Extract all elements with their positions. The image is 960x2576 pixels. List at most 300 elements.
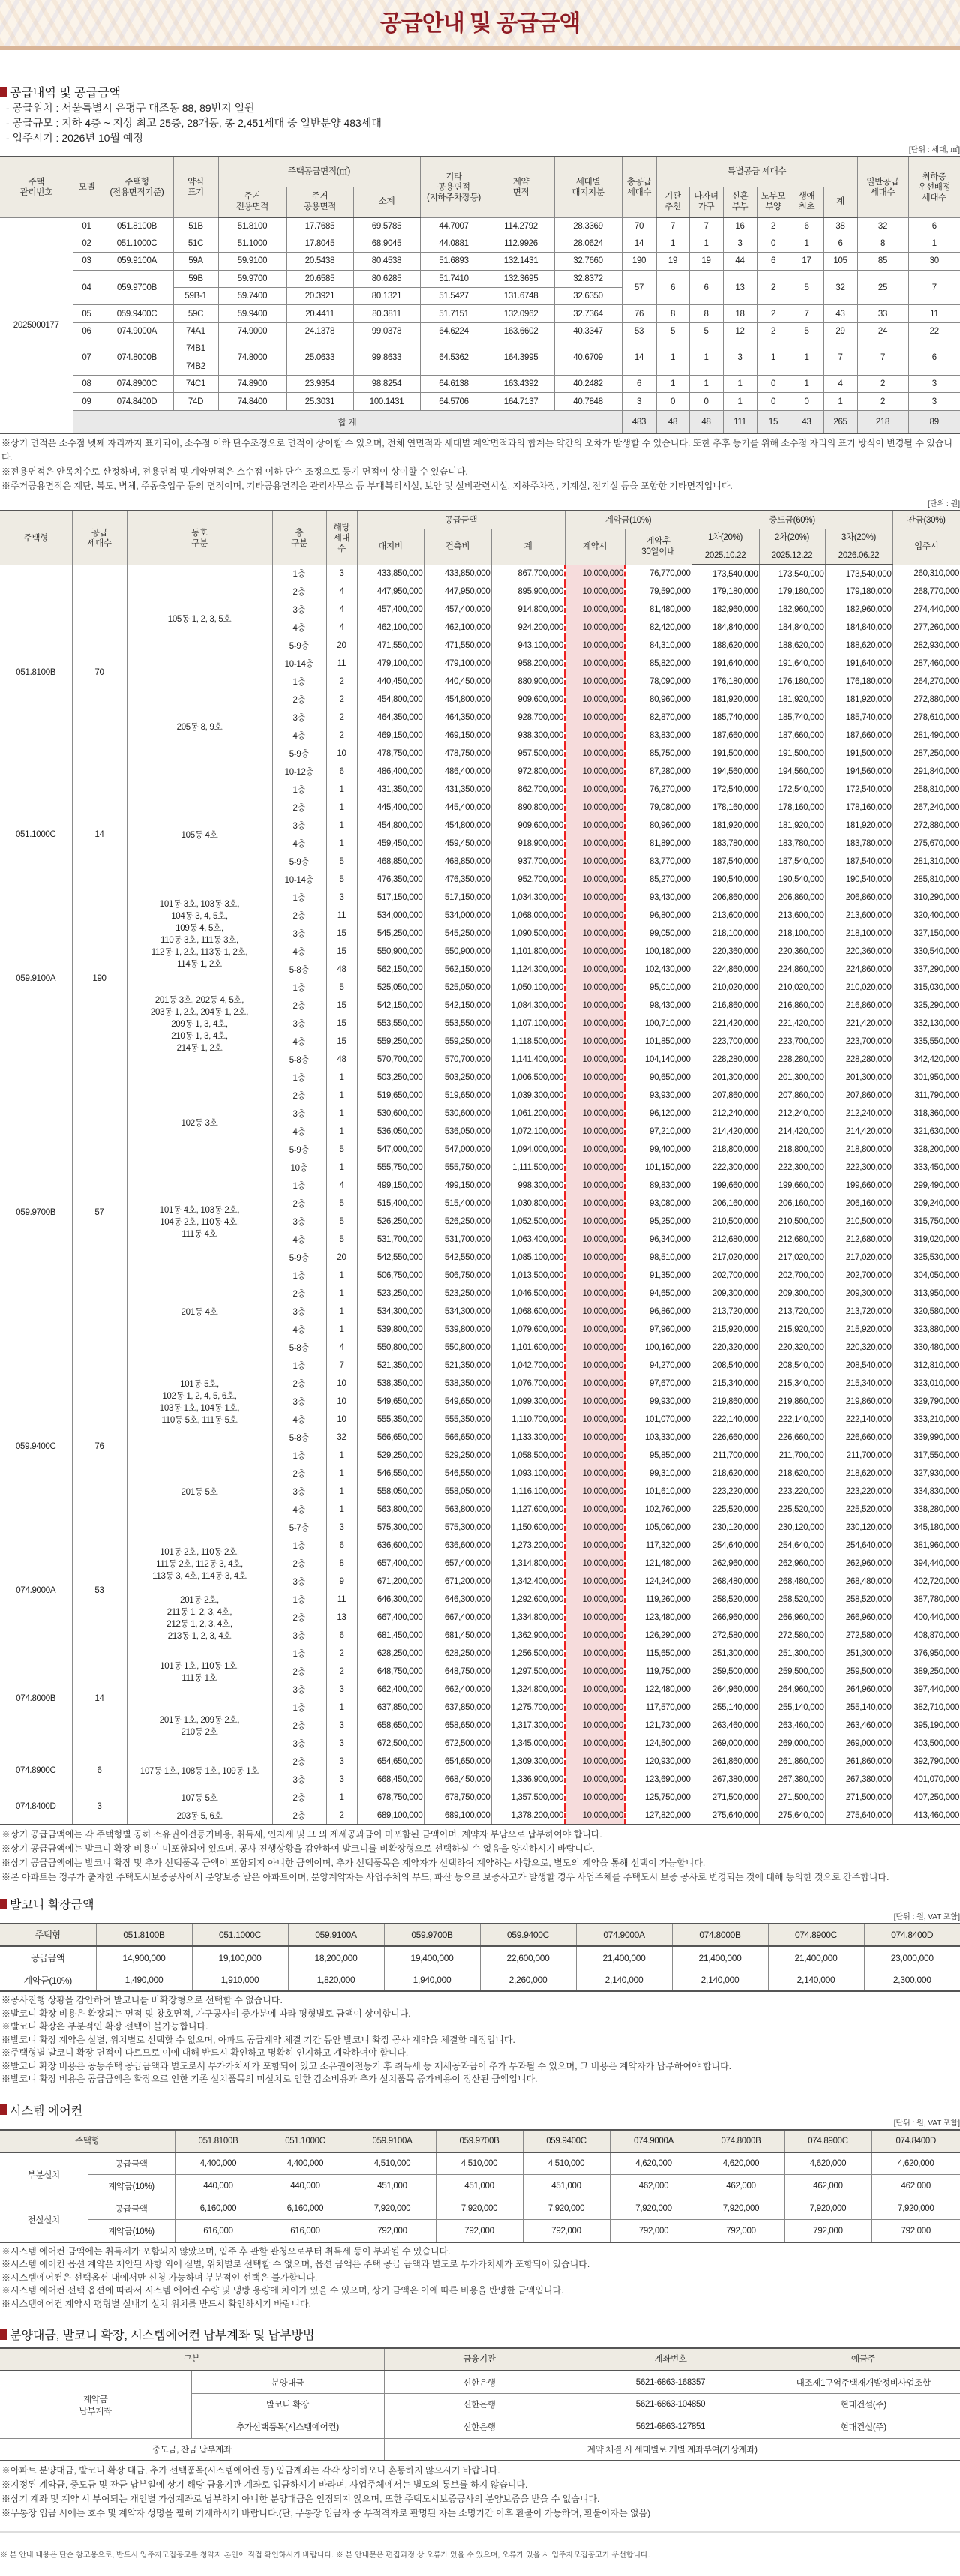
deposit-within-30days: 117,570,000 (625, 1699, 692, 1717)
land-cost: 454,800,000 (357, 817, 424, 835)
unit-label: [단위 : 세대, ㎡] (908, 146, 960, 154)
col-group-deposit: 계약금(10%) (565, 511, 692, 529)
col-lowest-floor: 최하층 우선배정 세대수 (908, 157, 960, 217)
contract-deposit: 10,000,000 (565, 1807, 625, 1825)
balance-move-in: 318,360,000 (892, 1105, 960, 1123)
table-row (0, 1807, 960, 1825)
aircon-price: 792,000 (784, 2220, 872, 2242)
middle-payment-1: 254,640,000 (692, 1537, 759, 1555)
middle-payment-2: 266,960,000 (759, 1609, 825, 1627)
land-cost: 523,250,000 (357, 1285, 424, 1303)
middle-payment-3: 224,860,000 (825, 961, 892, 979)
balance-move-in: 317,550,000 (892, 1447, 960, 1465)
housing-type: 051.1000C (0, 781, 72, 889)
middle-payment-1: 266,960,000 (692, 1609, 759, 1627)
note-line: ※발코니 확장 계약은 실별, 위치별로 선택할 수 없으며, 아파트 공급계약 체결 기간 동안 발코니 확장 공사 계약을 체결할 예정입니다. (2, 2034, 515, 2045)
building-cost: 662,400,000 (424, 1681, 491, 1699)
building-cost: 646,300,000 (424, 1591, 491, 1609)
contract-deposit: 10,000,000 (565, 1681, 625, 1699)
land-cost: 534,300,000 (357, 1303, 424, 1321)
floor: 4층 (272, 727, 326, 745)
floor: 5-9층 (272, 637, 326, 655)
institution: 1 (656, 376, 689, 393)
unit-count: 48 (326, 961, 357, 979)
col-within-30days: 계약후 30일이내 (625, 529, 692, 565)
contract-area: 132.1431 (488, 253, 554, 270)
floor: 4층 (272, 1411, 326, 1429)
land-cost: 546,550,000 (357, 1465, 424, 1483)
col-general: 일반공급 세대수 (857, 157, 908, 217)
contract-deposit: 10,000,000 (565, 601, 625, 619)
institution: 7 (656, 217, 689, 235)
institution: 19 (656, 253, 689, 270)
land-cost: 628,250,000 (357, 1645, 424, 1663)
land-cost: 526,250,000 (357, 1213, 424, 1231)
exclusive-area: 59.9400 (218, 305, 286, 322)
land-cost: 555,350,000 (357, 1411, 424, 1429)
middle-payment-1: 191,500,000 (692, 745, 759, 763)
elderly: 0 (757, 393, 790, 410)
middle-payment-3: 185,740,000 (825, 709, 892, 727)
note-line: ※상기 공급금액에는 각 주택형별 공히 소유권이전등기비용, 취득세, 인지세 및 그 외 제세공과금이 미포함된 금액이며, 계약자 부담으로 납부하여야 합니다. (2, 1829, 602, 1840)
payment-account-table (0, 2347, 960, 2461)
lowest-floor-units: 1 (908, 235, 960, 252)
middle-payment-1: 259,500,000 (692, 1663, 759, 1681)
middle-payment-1: 264,960,000 (692, 1681, 759, 1699)
land-cost: 658,650,000 (357, 1717, 424, 1735)
middle-payment-3: 255,140,000 (825, 1699, 892, 1717)
other-common-area: 64.5706 (420, 393, 488, 410)
middle-payment-1: 261,860,000 (692, 1753, 759, 1771)
model: 01 (73, 217, 100, 235)
land-cost: 469,150,000 (357, 727, 424, 745)
col-type: 074.8400D (864, 1924, 960, 1946)
special-sum: 32 (824, 270, 857, 305)
middle-payment-2: 230,120,000 (759, 1519, 825, 1537)
middle-payment-2: 220,320,000 (759, 1339, 825, 1357)
deposit-within-30days: 97,210,000 (625, 1123, 692, 1141)
contract-area: 164.3995 (488, 340, 554, 376)
land-share: 28.0624 (554, 235, 622, 252)
newlywed: 44 (723, 253, 757, 270)
total-price: 914,800,000 (491, 601, 565, 619)
multi-child: 5 (689, 322, 723, 340)
abbr: 74C1 (173, 376, 218, 393)
table-row (0, 235, 960, 252)
total-price: 1,111,500,000 (491, 1159, 565, 1177)
dong-ho: 201동 4호 (127, 1267, 272, 1357)
elderly: 2 (757, 217, 790, 235)
aircon-price: 7,920,000 (610, 2197, 698, 2220)
institution: 5 (656, 322, 689, 340)
middle-payment-1: 212,680,000 (692, 1231, 759, 1249)
unit-count: 15 (326, 997, 357, 1015)
table-row (0, 217, 960, 235)
col-type: 059.9400C (480, 1924, 576, 1946)
deposit-within-30days: 101,070,000 (625, 1411, 692, 1429)
building-cost: 555,350,000 (424, 1411, 491, 1429)
floor: 1층 (272, 889, 326, 907)
area-subtotal: 80.4538 (353, 253, 420, 270)
contract-deposit: 10,000,000 (565, 1015, 625, 1033)
middle-payment-1: 191,640,000 (692, 655, 759, 673)
unit-count: 3 (326, 565, 357, 583)
contract-deposit: 10,000,000 (565, 1483, 625, 1501)
building-cost: 536,050,000 (424, 1123, 491, 1141)
middle-payment-2: 219,860,000 (759, 1393, 825, 1411)
first-time: 5 (790, 322, 824, 340)
land-share: 40.7848 (554, 393, 622, 410)
total-price: 1,297,500,000 (491, 1663, 565, 1681)
land-cost: 471,550,000 (357, 637, 424, 655)
special-sum: 105 (824, 253, 857, 270)
abbr: 74A1 (173, 322, 218, 340)
unit-count: 5 (326, 853, 357, 871)
payment-notes (0, 2461, 960, 2521)
total-price: 1,063,400,000 (491, 1231, 565, 1249)
general-units: 2 (857, 393, 908, 410)
col-type: 051.1000C (262, 2130, 349, 2152)
building-cost: 566,650,000 (424, 1429, 491, 1447)
aircon-price: 792,000 (523, 2220, 610, 2242)
middle-payment-2: 269,000,000 (759, 1735, 825, 1753)
middle-payment-3: 172,540,000 (825, 781, 892, 799)
middle-payment-3: 187,540,000 (825, 853, 892, 871)
aircon-price: 4,400,000 (262, 2152, 349, 2175)
building-cost: 499,150,000 (424, 1177, 491, 1195)
unit-count: 1 (326, 1267, 357, 1285)
special-sum: 43 (824, 305, 857, 322)
middle-payment-2: 208,540,000 (759, 1357, 825, 1375)
middle-payment-2: 223,700,000 (759, 1033, 825, 1051)
middle-payment-2: 258,520,000 (759, 1591, 825, 1609)
account-holder: 대조제1구역주택재개발정비사업조합 (766, 2371, 960, 2393)
contract-deposit: 10,000,000 (565, 655, 625, 673)
middle-payment-1: 223,700,000 (692, 1033, 759, 1051)
table-row (0, 1753, 960, 1771)
table-row (0, 340, 960, 358)
deposit-within-30days: 93,430,000 (625, 889, 692, 907)
table-row (0, 393, 960, 410)
middle-payment-2: 202,700,000 (759, 1267, 825, 1285)
balcony-price: 19,400,000 (384, 1946, 480, 1969)
middle-payment-1: 212,240,000 (692, 1105, 759, 1123)
floor: 4층 (272, 1501, 326, 1519)
balcony-table (0, 1923, 960, 1992)
col-type: 074.8900C (784, 2130, 872, 2152)
table-row (0, 673, 960, 691)
section-title-payment (0, 2326, 960, 2343)
contract-deposit: 10,000,000 (565, 1501, 625, 1519)
abbr: 59B-1 (173, 288, 218, 305)
info-location: - 공급위치 : 서울특별시 은평구 대조동 88, 89번지 일원 (6, 102, 255, 114)
contract-deposit: 10,000,000 (565, 1465, 625, 1483)
col-group-area: 주택공급면적(㎡) (218, 157, 420, 187)
deposit-within-30days: 93,930,000 (625, 1087, 692, 1105)
aircon-price: 4,620,000 (610, 2152, 698, 2175)
common-area: 17.8045 (286, 235, 353, 252)
table-row (0, 1177, 960, 1195)
general-units: 32 (857, 217, 908, 235)
unit-count: 6 (326, 763, 357, 781)
floor: 3층 (272, 1483, 326, 1501)
middle-payment-1: 209,300,000 (692, 1285, 759, 1303)
contract-deposit: 10,000,000 (565, 1645, 625, 1663)
floor: 3층 (272, 1393, 326, 1411)
land-cost: 549,650,000 (357, 1393, 424, 1411)
contract-deposit: 10,000,000 (565, 1285, 625, 1303)
middle-payment-3: 182,960,000 (825, 601, 892, 619)
building-cost: 654,650,000 (424, 1753, 491, 1771)
dong-ho: 205동 8, 9호 (127, 673, 272, 781)
contract-deposit: 10,000,000 (565, 1267, 625, 1285)
deposit-within-30days: 104,140,000 (625, 1051, 692, 1069)
aircon-price: 792,000 (610, 2220, 698, 2242)
institution: 6 (656, 270, 689, 305)
land-cost: 570,700,000 (357, 1051, 424, 1069)
middle-payment-2: 213,600,000 (759, 907, 825, 925)
total-units: 3 (622, 393, 656, 410)
table-row (0, 1537, 960, 1555)
total-lowest-floor-units: 89 (908, 410, 960, 433)
dong-ho: 101동 5호, 102동 1, 2, 4, 5, 6호, 103동 1호, 104동 1호, 110동 5호, 111동 5호 (127, 1357, 272, 1447)
total-price: 1,342,400,000 (491, 1573, 565, 1591)
balcony-price: 2,140,000 (768, 1969, 864, 1991)
housing-type: 074.8400D (0, 1789, 72, 1825)
aircon-price: 792,000 (436, 2220, 523, 2242)
total-units: 70 (622, 217, 656, 235)
middle-payment-3: 208,540,000 (825, 1357, 892, 1375)
building-cost: 464,350,000 (424, 709, 491, 727)
middle-payment-1: 176,180,000 (692, 673, 759, 691)
contract-deposit: 10,000,000 (565, 1357, 625, 1375)
contract-deposit: 10,000,000 (565, 619, 625, 637)
floor: 5-9층 (272, 1141, 326, 1159)
table-row (0, 1645, 960, 1663)
install-type: 전실설치 (0, 2197, 88, 2242)
middle-payment-2: 173,540,000 (759, 565, 825, 583)
contract-deposit: 10,000,000 (565, 1753, 625, 1771)
table-row (0, 781, 960, 799)
land-cost: 525,050,000 (357, 979, 424, 997)
deposit-within-30days: 87,280,000 (625, 763, 692, 781)
section-title-supply (0, 83, 960, 100)
contract-deposit: 10,000,000 (565, 889, 625, 907)
building-cost: 672,500,000 (424, 1735, 491, 1753)
middle-payment-1: 201,300,000 (692, 1069, 759, 1087)
install-type: 부분설치 (0, 2152, 88, 2197)
unit-count: 32 (326, 1429, 357, 1447)
area-subtotal: 98.8254 (353, 376, 420, 393)
total-first-time: 43 (790, 410, 824, 433)
middle-payment-2: 263,460,000 (759, 1717, 825, 1735)
col-middle-1: 1차(20%) (692, 529, 759, 547)
total-price: 1,345,000,000 (491, 1735, 565, 1753)
contract-deposit: 10,000,000 (565, 871, 625, 889)
multi-child: 1 (689, 235, 723, 252)
note-line: ※시스템에어컨 계약시 평형별 실내기 설치 위치를 반드시 확인하시기 바랍니다. (2, 2298, 311, 2309)
floor: 2층 (272, 1789, 326, 1807)
balance-move-in: 281,490,000 (892, 727, 960, 745)
deposit-within-30days: 85,750,000 (625, 745, 692, 763)
total-price: 1,085,100,000 (491, 1249, 565, 1267)
supply-units: 6 (72, 1753, 127, 1789)
balance-move-in: 291,840,000 (892, 763, 960, 781)
newlywed: 3 (723, 340, 757, 376)
middle-payment-2: 217,020,000 (759, 1249, 825, 1267)
balance-move-in: 313,950,000 (892, 1285, 960, 1303)
middle-payment-2: 194,560,000 (759, 763, 825, 781)
middle-payment-2: 264,960,000 (759, 1681, 825, 1699)
area-notes (0, 434, 960, 493)
middle-payment-1: 267,380,000 (692, 1771, 759, 1789)
aircon-price: 7,920,000 (872, 2197, 960, 2220)
general-units: 25 (857, 270, 908, 305)
floor: 2층 (272, 799, 326, 817)
unit-count: 10 (326, 745, 357, 763)
deposit-within-30days: 95,010,000 (625, 979, 692, 997)
mgmt-number: 2025000177 (0, 217, 73, 433)
contract-deposit: 10,000,000 (565, 1087, 625, 1105)
middle-payment-2: 267,380,000 (759, 1771, 825, 1789)
building-cost: 637,850,000 (424, 1699, 491, 1717)
deposit-within-30days: 83,770,000 (625, 853, 692, 871)
institution: 0 (656, 393, 689, 410)
floor: 5-8층 (272, 1051, 326, 1069)
common-area: 25.0633 (286, 340, 353, 376)
middle-payment-2: 218,800,000 (759, 1141, 825, 1159)
lowest-floor-units: 22 (908, 322, 960, 340)
balance-move-in: 382,710,000 (892, 1699, 960, 1717)
middle-payment-1: 207,860,000 (692, 1087, 759, 1105)
balance-move-in: 320,580,000 (892, 1303, 960, 1321)
middle-payment-3: 173,540,000 (825, 565, 892, 583)
middle-payment-3: 194,560,000 (825, 763, 892, 781)
contract-deposit: 10,000,000 (565, 1375, 625, 1393)
middle-payment-1: 226,660,000 (692, 1429, 759, 1447)
col-type: 051.8100B (175, 2130, 262, 2152)
middle-payment-2: 199,660,000 (759, 1177, 825, 1195)
floor: 3층 (272, 709, 326, 727)
aircon-price: 451,000 (523, 2175, 610, 2197)
exclusive-area: 51.8100 (218, 217, 286, 235)
balance-move-in: 287,250,000 (892, 745, 960, 763)
middle-payment-2: 216,860,000 (759, 997, 825, 1015)
middle-payment-2: 251,300,000 (759, 1645, 825, 1663)
unit-count: 2 (326, 673, 357, 691)
building-cost: 440,450,000 (424, 673, 491, 691)
floor: 2층 (272, 1807, 326, 1825)
col-type: 059.9700B (436, 2130, 523, 2152)
building-cost: 658,650,000 (424, 1717, 491, 1735)
land-cost: 531,700,000 (357, 1231, 424, 1249)
unit-count: 5 (326, 1231, 357, 1249)
middle-payment-3: 188,620,000 (825, 637, 892, 655)
col-type: 074.8000B (698, 2130, 784, 2152)
total-price: 1,127,600,000 (491, 1501, 565, 1519)
floor: 3층 (272, 817, 326, 835)
middle-payment-1: 206,160,000 (692, 1195, 759, 1213)
middle-payment-2: 268,480,000 (759, 1573, 825, 1591)
contract-area: 114.2792 (488, 217, 554, 235)
floor: 10-12층 (272, 763, 326, 781)
table-row (0, 253, 960, 270)
unit-count: 4 (326, 1177, 357, 1195)
dong-ho: 201동 5호 (127, 1447, 272, 1537)
contract-deposit: 10,000,000 (565, 1627, 625, 1645)
col-middle-2: 2차(20%) (759, 529, 825, 547)
balance-move-in: 285,810,000 (892, 871, 960, 889)
col-type: 059.9700B (384, 1924, 480, 1946)
land-cost: 457,400,000 (357, 601, 424, 619)
middle-payment-3: 215,340,000 (825, 1375, 892, 1393)
supply-info (0, 100, 960, 145)
dong-ho: 102동 3호 (127, 1069, 272, 1177)
deposit-within-30days: 82,870,000 (625, 709, 692, 727)
dong-ho: 101동 4호, 103동 2호, 104동 2호, 110동 4호, 111동 4호 (127, 1177, 272, 1267)
balance-move-in: 311,790,000 (892, 1087, 960, 1105)
note-line: ※발코니 확장 비용은 공동주택 공급금액과 별도로서 부가가치세가 포함되어 있고 소유권이전등기 후 취득세 등 제세공과금이 추가 부과될 수 있으며, 그 비용은 계약자가 납부하여야 합니다. (2, 2060, 732, 2071)
note-line: ※시스템 에어컨 금액에는 취득세가 포함되지 않았으며, 입주 후 관할 관청으로부터 취득세 등이 부과될 수 있습니다. (2, 2245, 451, 2257)
supply-units: 14 (72, 781, 127, 889)
aircon-price: 616,000 (262, 2220, 349, 2242)
land-cost: 668,450,000 (357, 1771, 424, 1789)
floor: 4층 (272, 619, 326, 637)
middle-payment-1: 199,660,000 (692, 1177, 759, 1195)
balance-move-in: 376,950,000 (892, 1645, 960, 1663)
aircon-price: 451,000 (436, 2175, 523, 2197)
floor: 2층 (272, 997, 326, 1015)
col-elderly: 노부모 부양 (757, 187, 790, 217)
col-dongho: 동호 구분 (127, 511, 272, 565)
other-common-area: 51.7410 (420, 270, 488, 287)
unit-count: 10 (326, 1393, 357, 1411)
middle-payment-2: 225,520,000 (759, 1501, 825, 1519)
total-price: 918,900,000 (491, 835, 565, 853)
middle-payment-1: 225,520,000 (692, 1501, 759, 1519)
total-institution: 48 (656, 410, 689, 433)
contract-area: 112.9926 (488, 235, 554, 252)
row-label: 공급금액 (0, 1946, 96, 1969)
total-price: 1,357,500,000 (491, 1789, 565, 1807)
contract-deposit: 10,000,000 (565, 727, 625, 745)
floor: 4층 (272, 943, 326, 961)
middle-payment-3: 223,700,000 (825, 1033, 892, 1051)
unit-count: 1 (326, 1447, 357, 1465)
total-price: 1,309,300,000 (491, 1753, 565, 1771)
unit-count: 4 (326, 1339, 357, 1357)
area-subtotal: 80.3811 (353, 305, 420, 322)
page-title: 공급안내 및 공급금액 (380, 11, 580, 36)
col-other-common: 기타 공용면적 (지하주차장등) (420, 157, 488, 217)
deposit-within-30days: 126,290,000 (625, 1627, 692, 1645)
middle-payment-3: 216,860,000 (825, 997, 892, 1015)
deposit-within-30days: 96,340,000 (625, 1231, 692, 1249)
deposit-within-30days: 82,420,000 (625, 619, 692, 637)
balance-move-in: 272,880,000 (892, 817, 960, 835)
land-cost: 445,400,000 (357, 799, 424, 817)
section-marker-icon (0, 87, 7, 97)
footer-disclaimer: ※ 본 안내 내용은 단순 참고용으로, 반드시 입주자모집공고를 청약자 본인이 직접 확인하시기 바랍니다. ※ 본 안내문은 편집과정 상 오류가 있을 수 있으며, 오류가 있을 시 입주자모집공고가 우선합니다. (0, 2531, 960, 2576)
middle-payment-3: 268,480,000 (825, 1573, 892, 1591)
land-cost: 550,900,000 (357, 943, 424, 961)
contract-deposit: 10,000,000 (565, 1177, 625, 1195)
floor: 3층 (272, 1213, 326, 1231)
contract-area: 131.6748 (488, 288, 554, 305)
floor: 2층 (272, 1555, 326, 1573)
model: 08 (73, 376, 100, 393)
middle-payment-3: 267,380,000 (825, 1771, 892, 1789)
